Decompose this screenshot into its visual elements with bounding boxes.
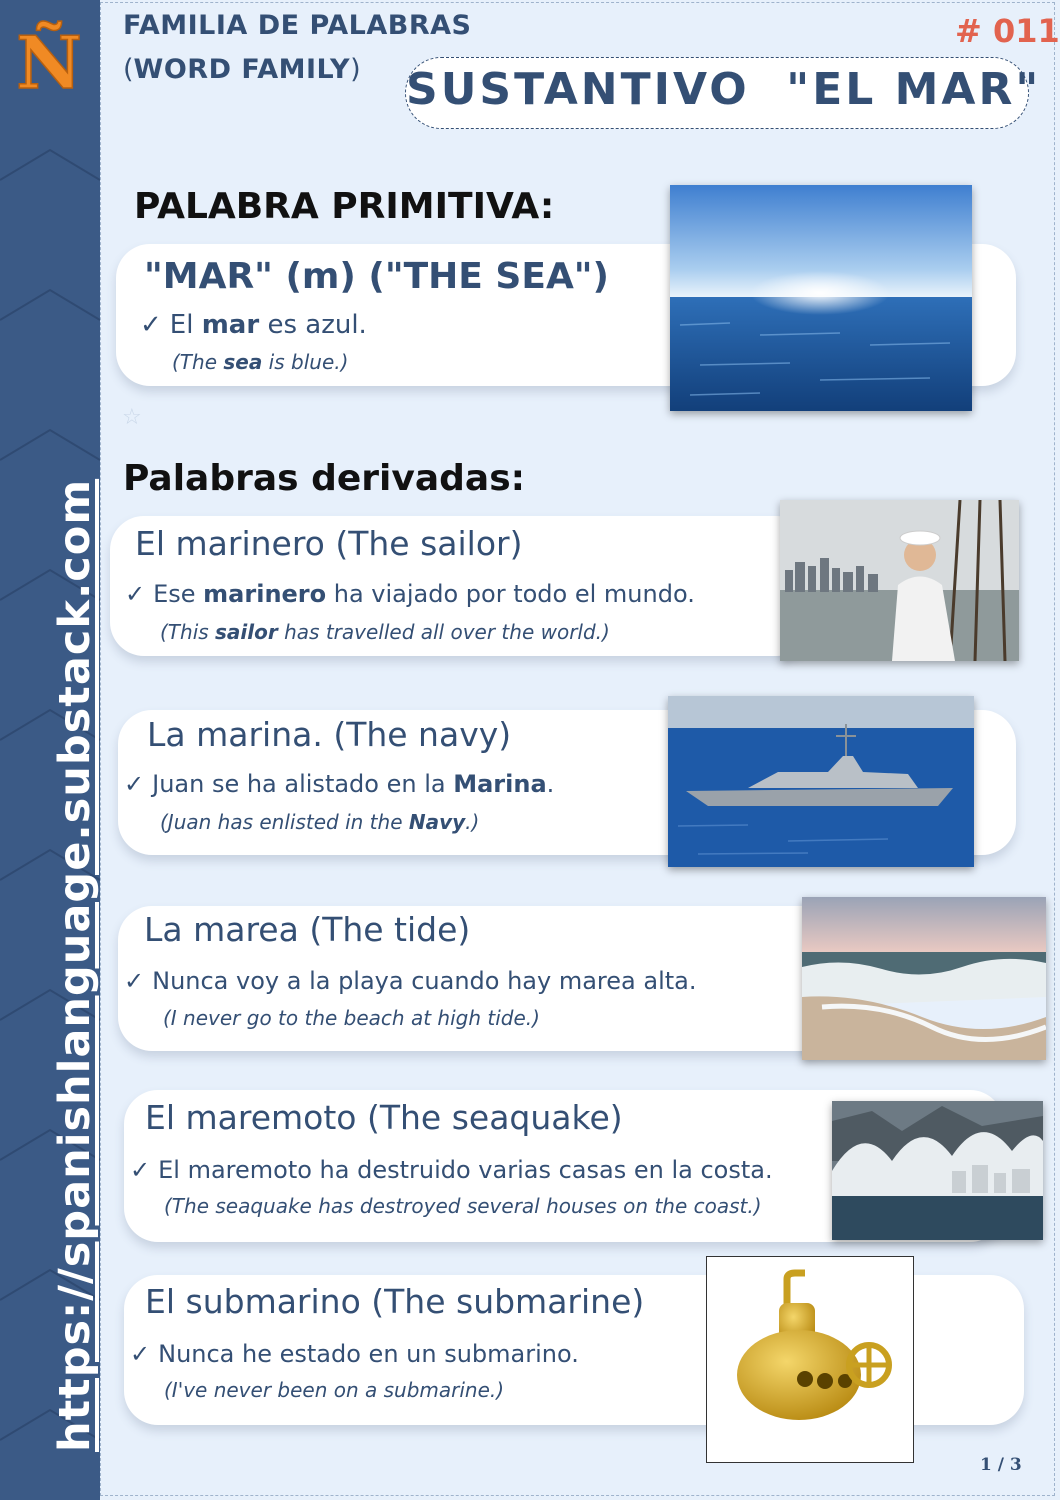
sheet-number: # 011: [955, 12, 1060, 50]
derived-translation: (I've never been on a submarine.): [164, 1378, 505, 1402]
submarine-image: [706, 1256, 914, 1463]
page-number: 1 / 3: [980, 1455, 1022, 1475]
derived-title: El submarino (The submarine): [145, 1282, 645, 1321]
header-line1: FAMILIA DE PALABRAS: [123, 10, 472, 41]
title-pill: [405, 57, 1042, 129]
derived-translation: (The seaquake has destroyed several houses on the coast.): [164, 1194, 762, 1218]
derived-title: La marea (The tide): [144, 910, 471, 949]
sidebar: [0, 0, 100, 1500]
sea-photo: [670, 185, 972, 411]
check-icon: ✓: [125, 580, 146, 608]
primitive-heading: PALABRA PRIMITIVA:: [134, 186, 555, 227]
derived-example: ✓ Nunca voy a la playa cuando hay marea alta.: [124, 967, 697, 995]
seaquake-photo: [832, 1101, 1043, 1240]
sailor-photo: [780, 500, 1019, 661]
page-title: SUSTANTIVO "EL MAR": [406, 64, 1042, 115]
derived-example: ✓ Ese marinero ha viajado por todo el mundo.: [125, 580, 695, 608]
primitive-example: ✓ El mar es azul.: [140, 310, 367, 340]
derived-title: La marina. (The navy): [147, 715, 512, 754]
check-icon: ✓: [124, 967, 145, 995]
check-icon: ✓: [130, 1340, 151, 1368]
primitive-word: "MAR" (m) ("THE SEA"): [144, 256, 610, 297]
tide-photo: [802, 897, 1046, 1060]
navy-ship-photo: [668, 696, 974, 867]
derived-example: ✓ Nunca he estado en un submarino.: [130, 1340, 579, 1368]
derived-example: ✓ El maremoto ha destruido varias casas en la costa.: [130, 1156, 773, 1184]
check-icon: ✓: [130, 1156, 151, 1184]
substack-link[interactable]: https://spanishlanguage.substack.com: [50, 478, 100, 1452]
primitive-translation: (The sea is blue.): [172, 350, 349, 374]
check-icon: ✓: [124, 770, 145, 798]
svg-text:Ñ: Ñ: [16, 20, 82, 98]
check-icon: ✓: [140, 310, 162, 340]
derived-translation: (I never go to the beach at high tide.): [163, 1006, 540, 1030]
derived-translation: (This sailor has travelled all over the world.): [160, 620, 610, 644]
derived-title: El maremoto (The seaquake): [145, 1098, 623, 1137]
derived-heading: Palabras derivadas:: [123, 458, 526, 499]
derived-translation: (Juan has enlisted in the Navy.): [160, 810, 480, 834]
derived-example: ✓ Juan se ha alistado en la Marina.: [124, 770, 555, 798]
header-line2: (WORD FAMILY): [123, 54, 361, 85]
derived-title: El marinero (The sailor): [135, 524, 523, 563]
logo-icon: [14, 18, 84, 98]
star-icon: ☆: [122, 405, 142, 430]
